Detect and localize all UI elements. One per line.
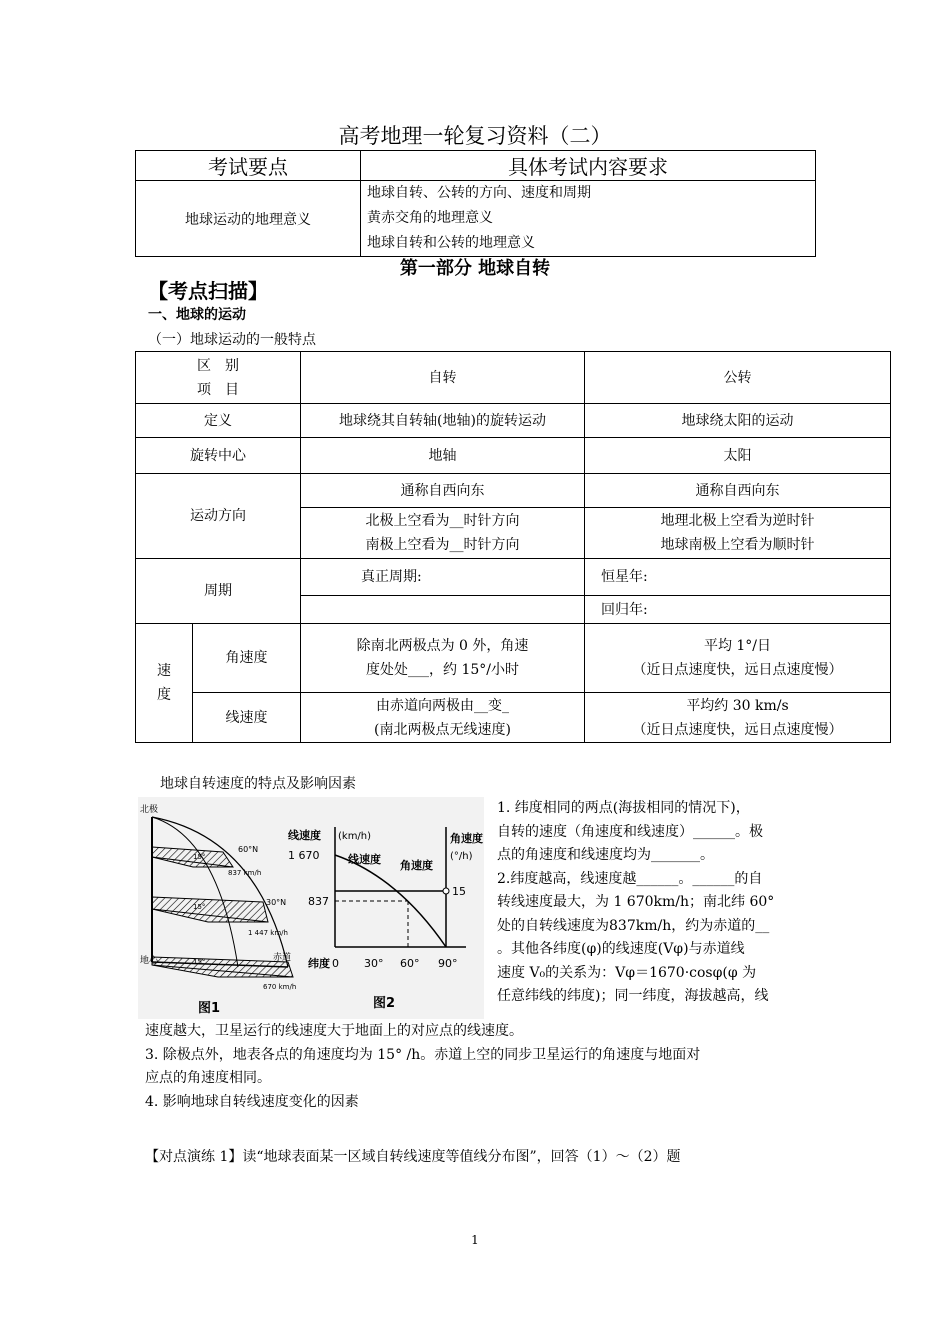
row-label-direction: 运动方向 [136,474,301,559]
corner-top: 区 别 [197,357,239,374]
section-heading: 一、地球的运动 [148,307,246,323]
speed-notes-right [497,797,817,1009]
cell-direction-revolution-1: 通称自西向东 [585,474,891,508]
header-revolution: 公转 [585,352,891,404]
note-line: 自转的速度（角速度和线速度）______。极 [497,823,763,840]
x-tick-90: 90° [438,957,458,970]
deg15-label: 15° [193,958,206,966]
requirement-item: 地球自转和公转的地理意义 [367,235,535,251]
cell-line: 度处处___，约 15°/小时 [366,662,519,678]
note-line: 任意纬线的纬度)；同一纬度，海拔越高，线 [497,988,769,1004]
row-label-center: 旋转中心 [136,438,301,474]
cell-angular-rotation [301,624,585,693]
speed-label-char: 速 [157,663,171,679]
note-line: 3. 除极点外，地表各点的角速度均为 15° /h。赤道上空的同步卫星运行的角速度与地面对 [145,1046,701,1063]
section-scan-heading: 【考点扫描】 [148,279,268,303]
note-line: 速度 V₀的关系为：Vφ＝1670·cosφ(φ 为 [497,964,757,981]
cell-period-revolution-1: 恒星年: [585,559,891,596]
cell-period-rotation-1: 真正周期: [301,559,585,596]
cell-line: 地球南极上空看为顺时针 [660,537,815,553]
cell-period-revolution-2: 回归年: [585,596,891,624]
earth-surface-arc [152,817,288,967]
cell-center-revolution: 太阳 [585,438,891,474]
row-label-angular: 角速度 [193,624,301,693]
right-axis-label: 角速度 [450,832,483,845]
exam-table-topic: 地球运动的地理意义 [136,181,361,257]
exam-table-header-1: 考试要点 [136,151,361,181]
exam-points-table [135,150,816,257]
meridian-arc [152,817,238,967]
page-number: 1 [471,1233,479,1247]
cell-line: 平均 1°/日 [703,638,772,654]
deg15-label: 15° [193,853,206,861]
note-line: 4. 影响地球自转线速度变化的因素 [145,1093,359,1110]
cell-direction-revolution-2 [585,508,891,559]
cell-center-rotation: 地轴 [301,438,585,474]
cell-angular-revolution [585,624,891,693]
curve-label-angular: 角速度 [400,859,433,872]
speed-670-label: 670 km/h [263,983,297,991]
row-label-definition: 定义 [136,404,301,438]
curve-label-linear: 线速度 [348,853,381,866]
note-line: 。其他各纬度(φ)的线速度(Vφ)与赤道线 [497,941,745,957]
rotation-speed-figure [138,797,484,1019]
cell-line: 平均约 30 km/s [686,697,789,714]
right-tick-15: 15 [452,885,466,898]
note-line: 转线速度最大，为 1 670km/h；南北纬 60° [497,894,775,910]
note-line: 处的自转线速度为837km/h，约为赤道的__ [497,917,770,934]
corner-bottom: 项 目 [197,381,239,398]
cell-line: （近日点速度快，远日点速度慢） [632,662,843,678]
cell-linear-rotation [301,693,585,743]
cell-direction-rotation-2 [301,508,585,559]
row-label-period: 周期 [136,559,301,624]
lat-60-label: 60°N [238,845,259,854]
speed-837-label: 837 km/h [228,869,262,877]
deg15-label: 15° [193,903,206,911]
fig2-caption: 图2 [373,996,396,1011]
note-line: 2.纬度越高，线速度越______。______的自 [497,870,763,887]
corner-cell [136,352,301,404]
note-line: 1. 纬度相同的两点(海拔相同的情况下)， [497,800,750,816]
cell-period-rotation-2 [301,596,585,624]
header-rotation: 自转 [301,352,585,404]
cell-line: 地理北极上空看为逆时针 [660,513,815,529]
cell-definition-rotation: 地球绕其自转轴(地轴)的旋转运动 [301,404,585,438]
cell-line: 南极上空看为__时针方向 [365,537,520,553]
cell-line: （近日点速度快，远日点速度慢） [632,721,843,738]
x-tick-60: 60° [400,957,420,970]
x-tick-0: 0 [332,957,339,970]
earth-center-label: 地心 [140,956,159,966]
speed-1447-label: 1 447 km/h [248,929,288,937]
cell-direction-rotation-1: 通称自西向东 [301,474,585,508]
subsection-heading: （一）地球运动的一般特点 [148,332,316,348]
row-label-speed [136,624,193,743]
requirement-item: 黄赤交角的地理意义 [367,210,493,226]
wedge-30 [152,897,268,922]
row-label-linear: 线速度 [193,693,301,743]
x-axis-label: 纬度 [308,957,330,970]
cell-linear-revolution [585,693,891,743]
requirement-item: 地球自转、公转的方向、速度和周期 [367,185,591,201]
cell-line: 由赤道向两极由__变_ [376,697,509,714]
y-axis-label: 线速度 [288,829,321,842]
fig1-caption: 图1 [198,1001,221,1016]
cell-line: 除南北两极点为 0 外，角速 [356,638,529,654]
y-tick-837: 837 [308,895,329,908]
exam-table-header-2: 具体考试内容要求 [361,151,816,181]
part-title: 第一部分 地球自转 [399,258,551,279]
exam-table-requirements [361,181,816,257]
exercise-heading: 【对点演练 1】读“地球表面某一区域自转线速度等值线分布图”，回答（1）～（2）题 [145,1149,681,1165]
y-tick-1670: 1 670 [288,849,320,862]
x-tick-30: 30° [364,957,384,970]
lat-30-label: 30°N [266,898,287,907]
right-axis-unit: (°/h) [450,851,473,862]
north-pole-label: 北极 [140,805,159,815]
y-axis-unit: (km/h) [338,831,372,842]
note-line: 应点的角速度相同。 [145,1070,271,1086]
note-line: 点的角速度和线速度均为_______。 [497,847,714,863]
earth-motion-table [135,351,891,743]
speed-label-char: 度 [157,687,171,703]
note-line: 速度越大，卫星运行的线速度大于地面上的对应点的线速度。 [145,1023,523,1039]
cell-definition-revolution: 地球绕太阳的运动 [585,404,891,438]
speed-notes-full [145,1020,825,1114]
cell-line: 北极上空看为__时针方向 [365,513,520,529]
speed-heading: 地球自转速度的特点及影响因素 [160,776,356,792]
equator-label: 赤道 [273,953,292,963]
page-title: 高考地理一轮复习资料（二） [338,124,612,148]
cell-line: (南北两极点无线速度) [374,721,511,738]
